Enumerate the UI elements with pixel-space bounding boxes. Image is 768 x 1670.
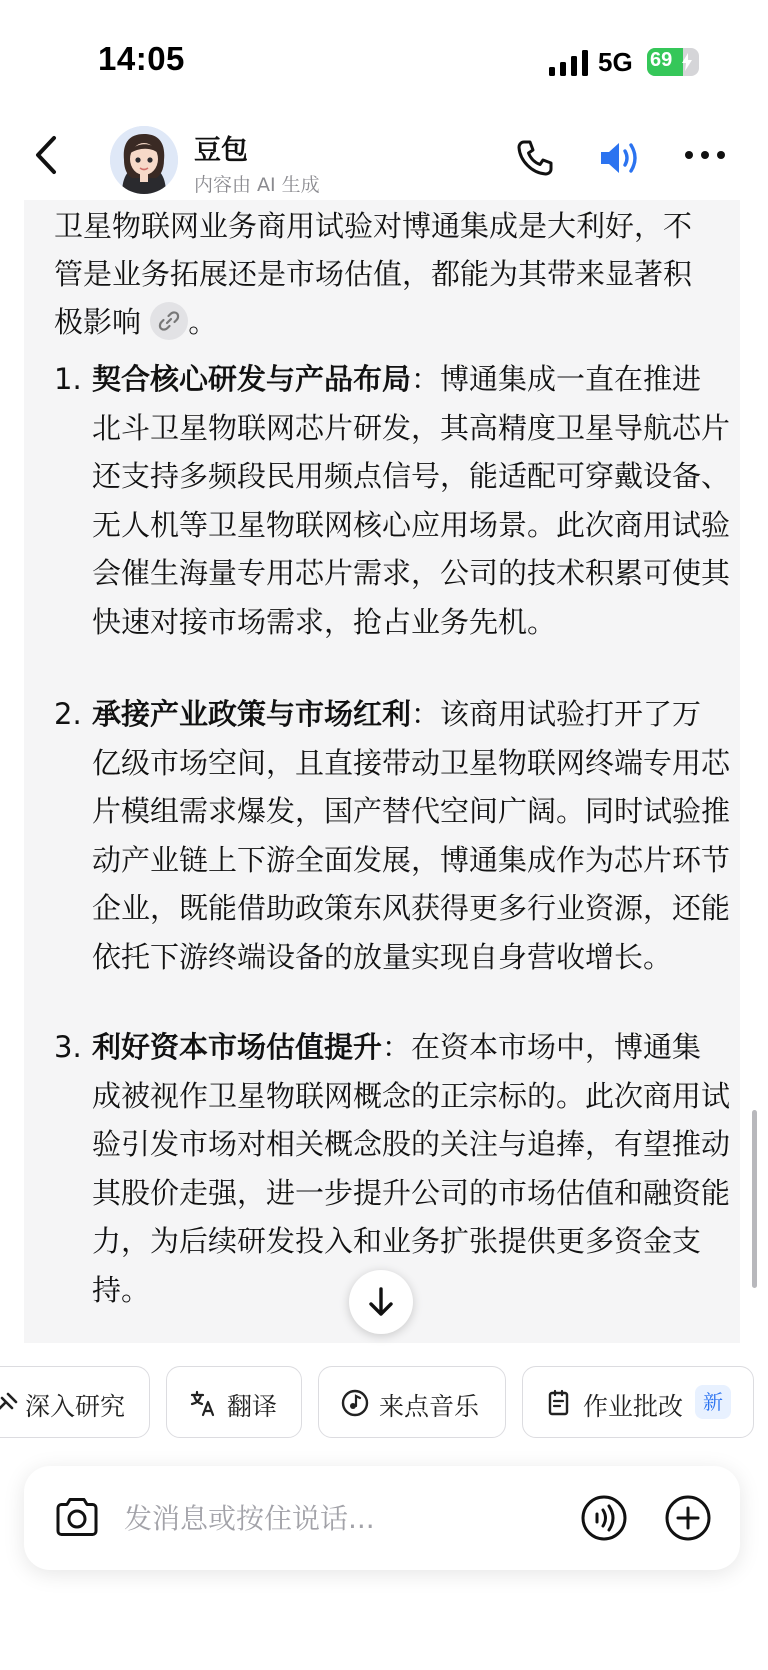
list-item-body [92,690,730,981]
avatar[interactable] [110,126,178,194]
home-indicator [253,1648,515,1656]
link-icon [158,310,180,332]
list-item-title: 契合核心研发与产品布局 [92,362,412,396]
skill-homework[interactable] [522,1366,754,1438]
status-time: 14:05 [98,40,185,77]
list-item-title: 承接产业政策与市场红利 [92,697,412,731]
list-item-title: 利好资本市场估值提升 [92,1030,383,1064]
ai-message-card [24,200,740,1343]
list-number: 3. [54,1030,82,1064]
phone-icon[interactable] [515,138,555,178]
homework-icon [545,1389,573,1417]
chat-title: 豆包 [194,135,248,166]
speaker-icon[interactable] [598,138,644,178]
skill-label: 作业批改 [583,1392,684,1421]
intro-text: 卫星物联网业务商用试验对博通集成是大利好，不管是业务拓展还是市场估值，都能为其带来显著积极影响 [54,209,693,339]
list-item [54,355,730,646]
list-item-body [92,355,730,646]
camera-icon[interactable] [54,1496,100,1538]
signal-icon [549,50,589,76]
skill-label: 翻译 [227,1392,278,1421]
skill-label: 来点音乐 [379,1392,480,1421]
list-number: 2. [54,697,82,731]
status-bar [0,0,768,120]
music-icon [341,1389,369,1417]
new-badge: 新 [695,1385,731,1419]
network-label: 5G [598,47,633,77]
battery-icon [647,48,699,76]
more-icon[interactable] [684,148,726,162]
list-item-text: ：在资本市场中，博通集成被视作卫星物联网概念的正宗标的。此次商用试验引发市场对相关概念股的关注与追捧，有望推动其股价走强，进一步提升公司的市场估值和融资能力，为后续研发投入和业务扩张提供更多资金支持。 [92,1030,731,1307]
intro-paragraph [54,202,694,346]
back-icon[interactable] [30,132,64,178]
translate-icon [189,1389,217,1417]
arrow-down-icon [367,1286,395,1318]
skills-bar [0,1366,768,1442]
skill-translate[interactable] [166,1366,302,1438]
skill-deep-research[interactable] [0,1366,150,1438]
avatar-illustration [110,126,178,194]
scroll-to-bottom-button[interactable] [349,1270,413,1334]
list-item [54,1023,730,1314]
intro-suffix: 。 [188,305,218,339]
battery-level: 69 [650,49,673,71]
skill-label: 深入研究 [25,1392,126,1421]
skill-music[interactable] [318,1366,506,1438]
ai-disclaimer: 内容由 AI 生成 [194,174,320,196]
plus-icon[interactable] [664,1494,712,1542]
list-item-text: ：博通集成一直在推进北斗卫星物联网芯片研发，其高精度卫星导航芯片还支持多频段民用频点信号，能适配可穿戴设备、无人机等卫星物联网核心应用场景。此次商用试验会催生海量专用芯片需求，公司的技术积累可使其快速对接市场需求，抢占业务先机。 [92,362,731,639]
list-number: 1. [54,362,82,396]
voice-call-icon[interactable] [580,1494,628,1542]
list-item-body [92,1023,730,1314]
message-input[interactable] [124,1496,484,1540]
list-item-text: ：该商用试验打开了万亿级市场空间，且直接带动卫星物联网终端专用芯片模组需求爆发，国产替代空间广阔。同时试验推动产业链上下游全面发展，博通集成作为芯片环节企业，既能借助政策东风获得更多行业资源，还能依托下游终端设备的放量实现自身营收增长。 [92,697,731,974]
deep-research-icon [0,1389,21,1417]
list-item [54,690,730,981]
message-composer [24,1466,740,1570]
reference-link-button[interactable] [150,302,188,340]
charging-bolt-icon [681,53,693,71]
chat-header [0,110,768,200]
scrollbar[interactable] [752,1110,757,1288]
